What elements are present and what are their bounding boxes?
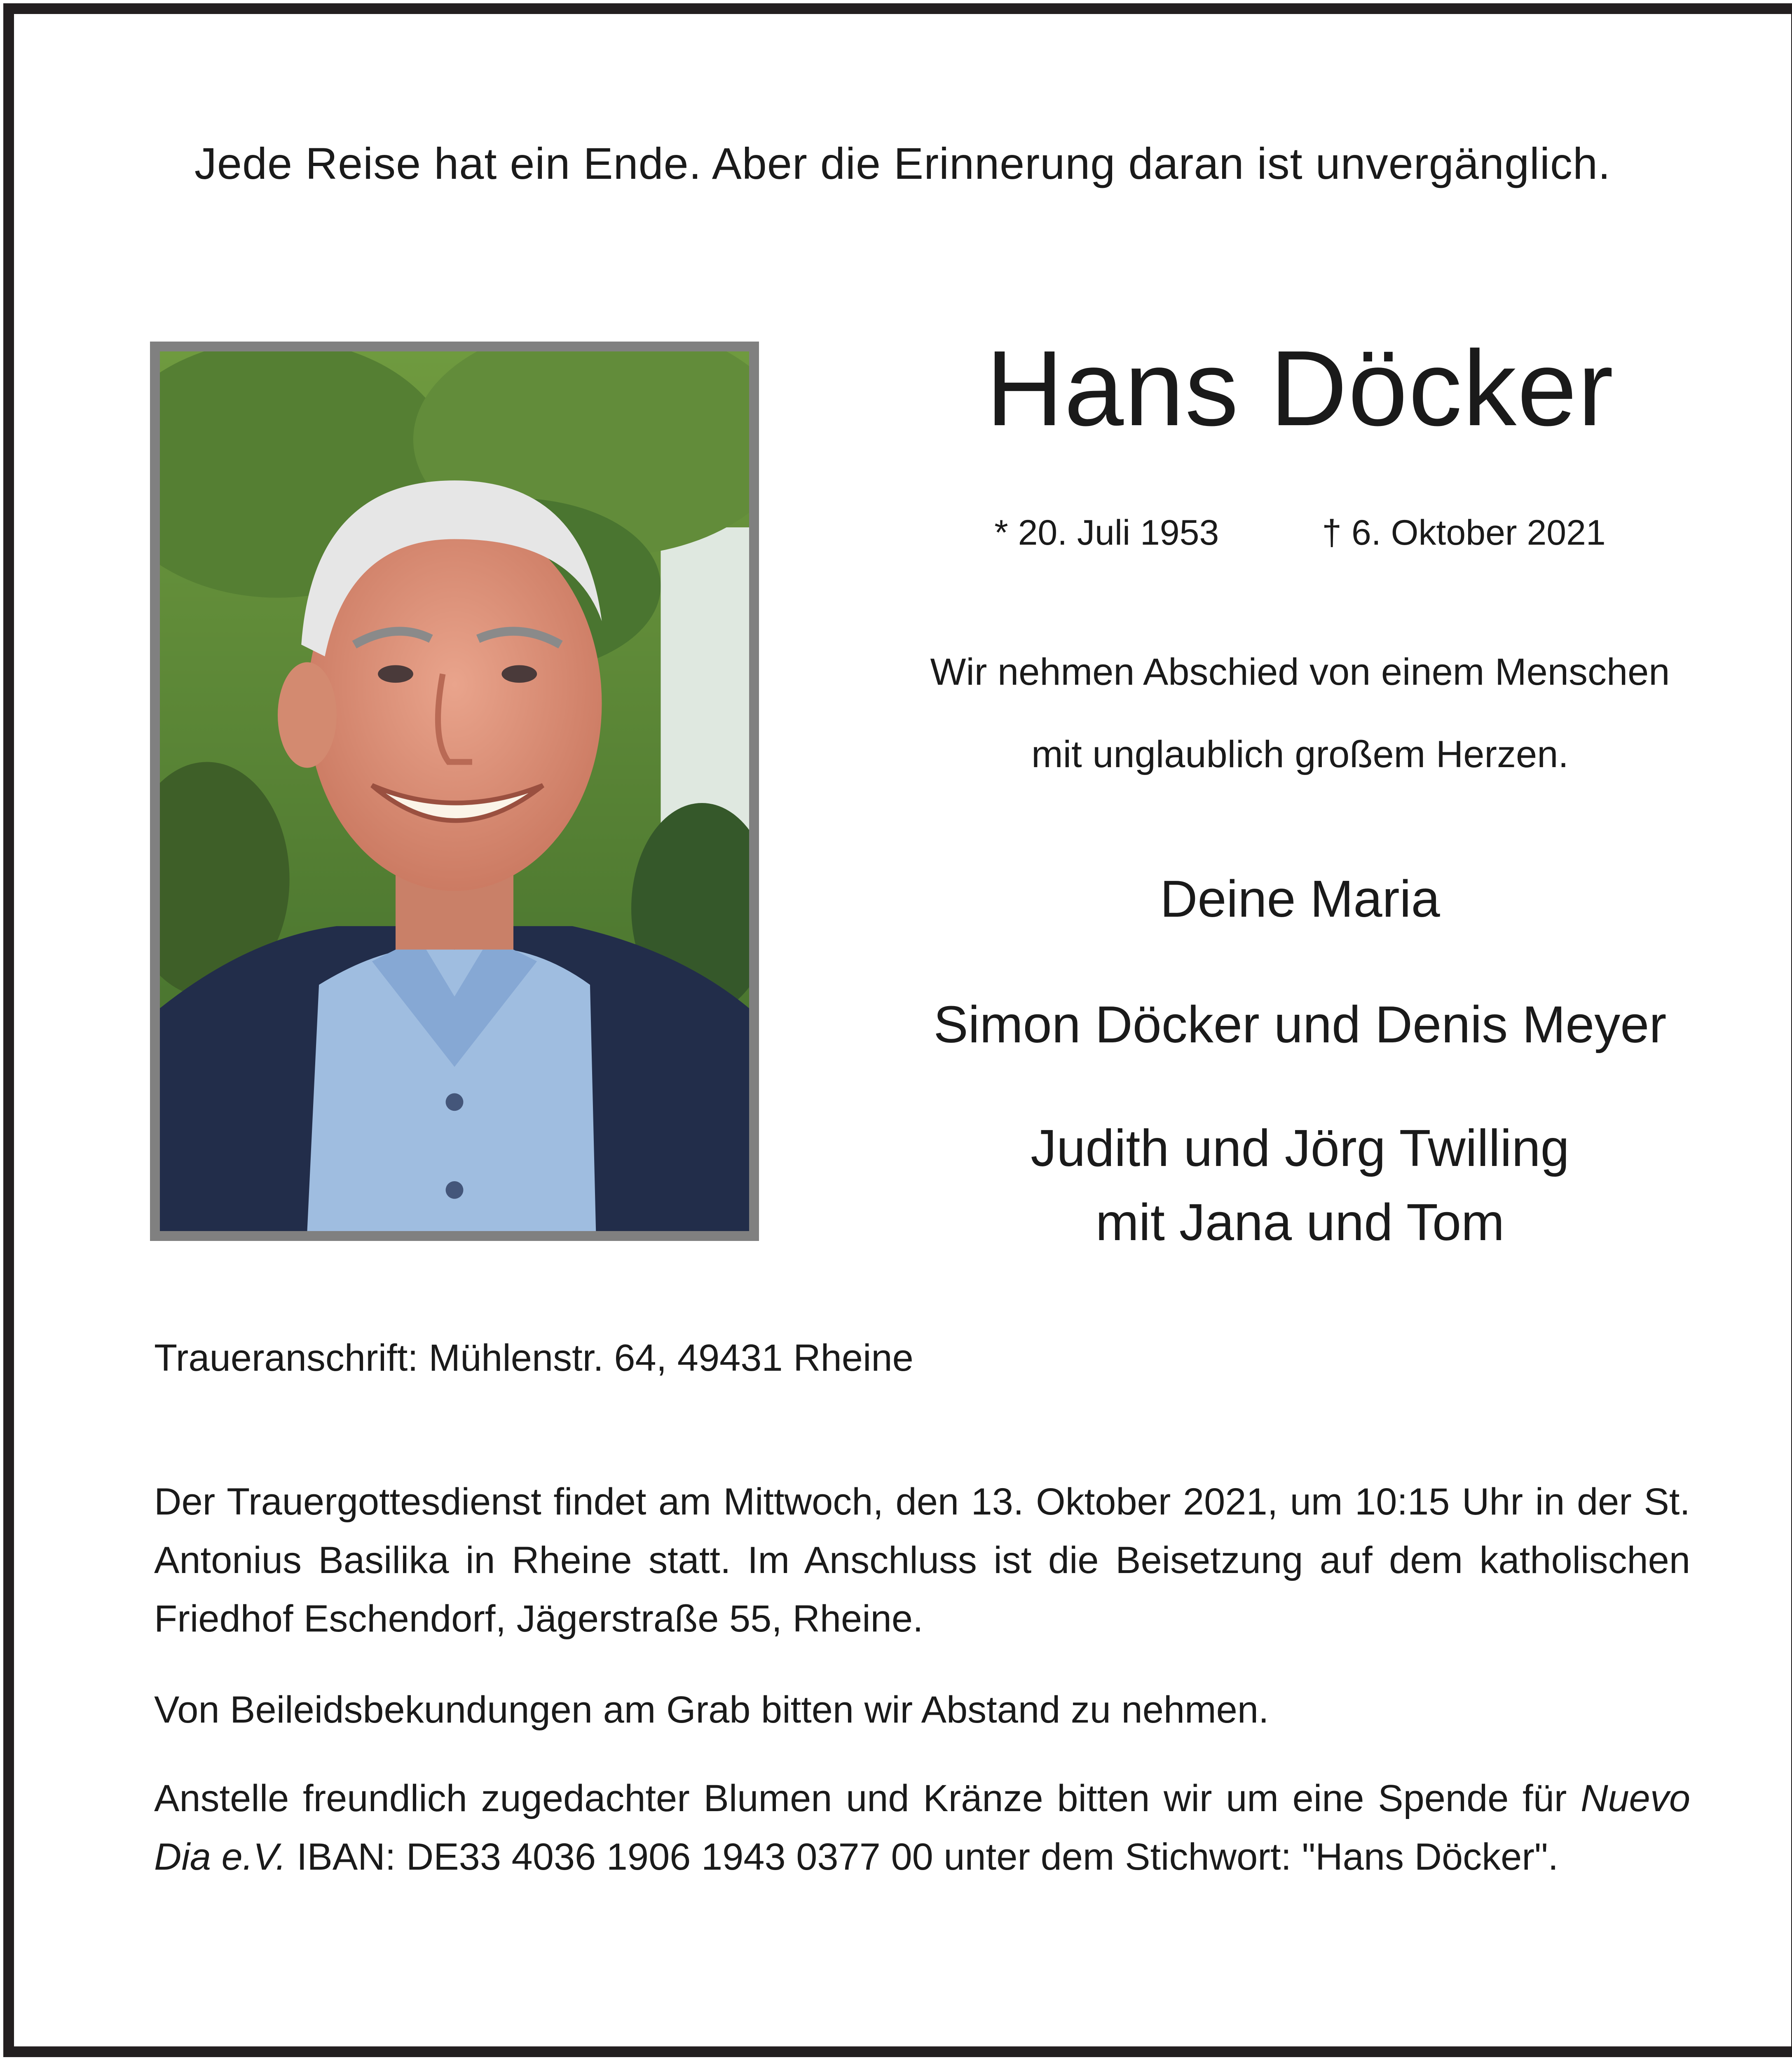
farewell-line-2: mit unglaublich großem Herzen.: [1031, 733, 1569, 775]
mourning-address: Traueranschrift: Mühlenstr. 64, 49431 Rheine: [154, 1337, 914, 1379]
mourner-line: Judith und Jörg Twilling: [1031, 1119, 1569, 1177]
mourner-line: Simon Döcker und Denis Meyer: [933, 995, 1667, 1053]
condolence-note: Von Beileidsbekundungen am Grab bitten wir Abstand zu nehmen.: [154, 1689, 1269, 1731]
life-dates: [859, 513, 1741, 553]
death-date: † 6. Oktober 2021: [1322, 513, 1606, 552]
deceased-name: Hans Döcker: [986, 329, 1614, 448]
portrait-frame: [150, 342, 759, 1241]
donation-organization: Nuevo Dia e.V.: [154, 1777, 1690, 1878]
birth-date: * 20. Juli 1953: [994, 513, 1219, 552]
farewell-line-1: Wir nehmen Abschied von einem Menschen: [930, 651, 1670, 693]
motto: Jede Reise hat ein Ende. Aber die Erinnerung daran ist unvergänglich.: [194, 138, 1611, 188]
donation-text-before: Anstelle freundlich zugedachter Blumen und Kränze bitten wir um eine Spende für: [154, 1777, 1567, 1819]
funeral-service-text: Der Trauergottesdienst findet am Mittwoch, den 13. Oktober 2021, um 10:15 Uhr in der St. Antonius Basilika in Rheine statt. Im Anschluss ist die Beisetzung auf dem katholischen Friedhof Eschendorf, Jägerstraße 55, Rheine.: [154, 1481, 1690, 1640]
mourner-line: Deine Maria: [1160, 870, 1440, 928]
obituary-frame: [3, 3, 1792, 2057]
donation-text-after: IBAN: DE33 4036 1906 1943 0377 00 unter dem Stichwort: "Hans Döcker".: [297, 1836, 1559, 1878]
mourner-line: mit Jana und Tom: [1095, 1193, 1505, 1251]
portrait-photo: [160, 351, 749, 1231]
donation-request: [154, 1769, 1690, 1886]
